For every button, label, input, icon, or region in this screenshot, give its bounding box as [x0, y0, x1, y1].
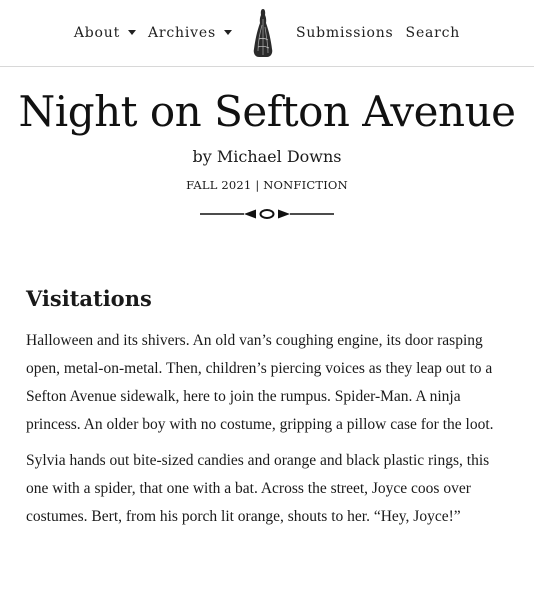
issue-separator: |	[255, 178, 260, 192]
article-title: Night on Sefton Avenue	[18, 87, 516, 136]
article-paragraph: Halloween and its shivers. An old van’s coughing engine, its door rasping open, metal-on-metal. Then, children’s piercing voices as they leap out to a Sefton Avenue sidewalk, here to join the rumpus. Spider-Man. A ninja princess. An older boy with no costume, gripping a pillow case for the loot.	[26, 332, 494, 433]
article-paragraph: Sylvia hands out bite-sized candies and orange and black plastic rings, this one with a spider, that one with a bat. Across the street, Joyce coos over costumes. Bert, from his porch lit orange, shouts to her. “Hey, Joyce!”	[26, 452, 490, 525]
top-nav	[0, 0, 534, 67]
caret-down-icon	[128, 30, 136, 35]
issue-genre-line	[0, 177, 534, 193]
nav-archives-label: Archives	[148, 25, 216, 41]
nav-submissions-label: Submissions	[295, 25, 394, 41]
ornament-divider-icon	[0, 207, 534, 221]
nav-about[interactable]	[68, 25, 142, 41]
article-byline: by Michael Downs	[192, 147, 342, 166]
nav-search[interactable]	[400, 25, 467, 41]
article-header	[0, 87, 534, 225]
issue-link[interactable]: FALL 2021	[186, 178, 252, 192]
section-heading: Visitations	[26, 286, 152, 311]
site-logo-icon[interactable]	[246, 7, 280, 59]
nav-submissions[interactable]	[290, 25, 400, 41]
nav-about-label: About	[73, 25, 121, 41]
genre-link[interactable]: NONFICTION	[263, 178, 348, 192]
caret-down-icon	[224, 30, 232, 35]
nav-archives[interactable]	[142, 25, 238, 41]
nav-search-label: Search	[405, 25, 461, 41]
